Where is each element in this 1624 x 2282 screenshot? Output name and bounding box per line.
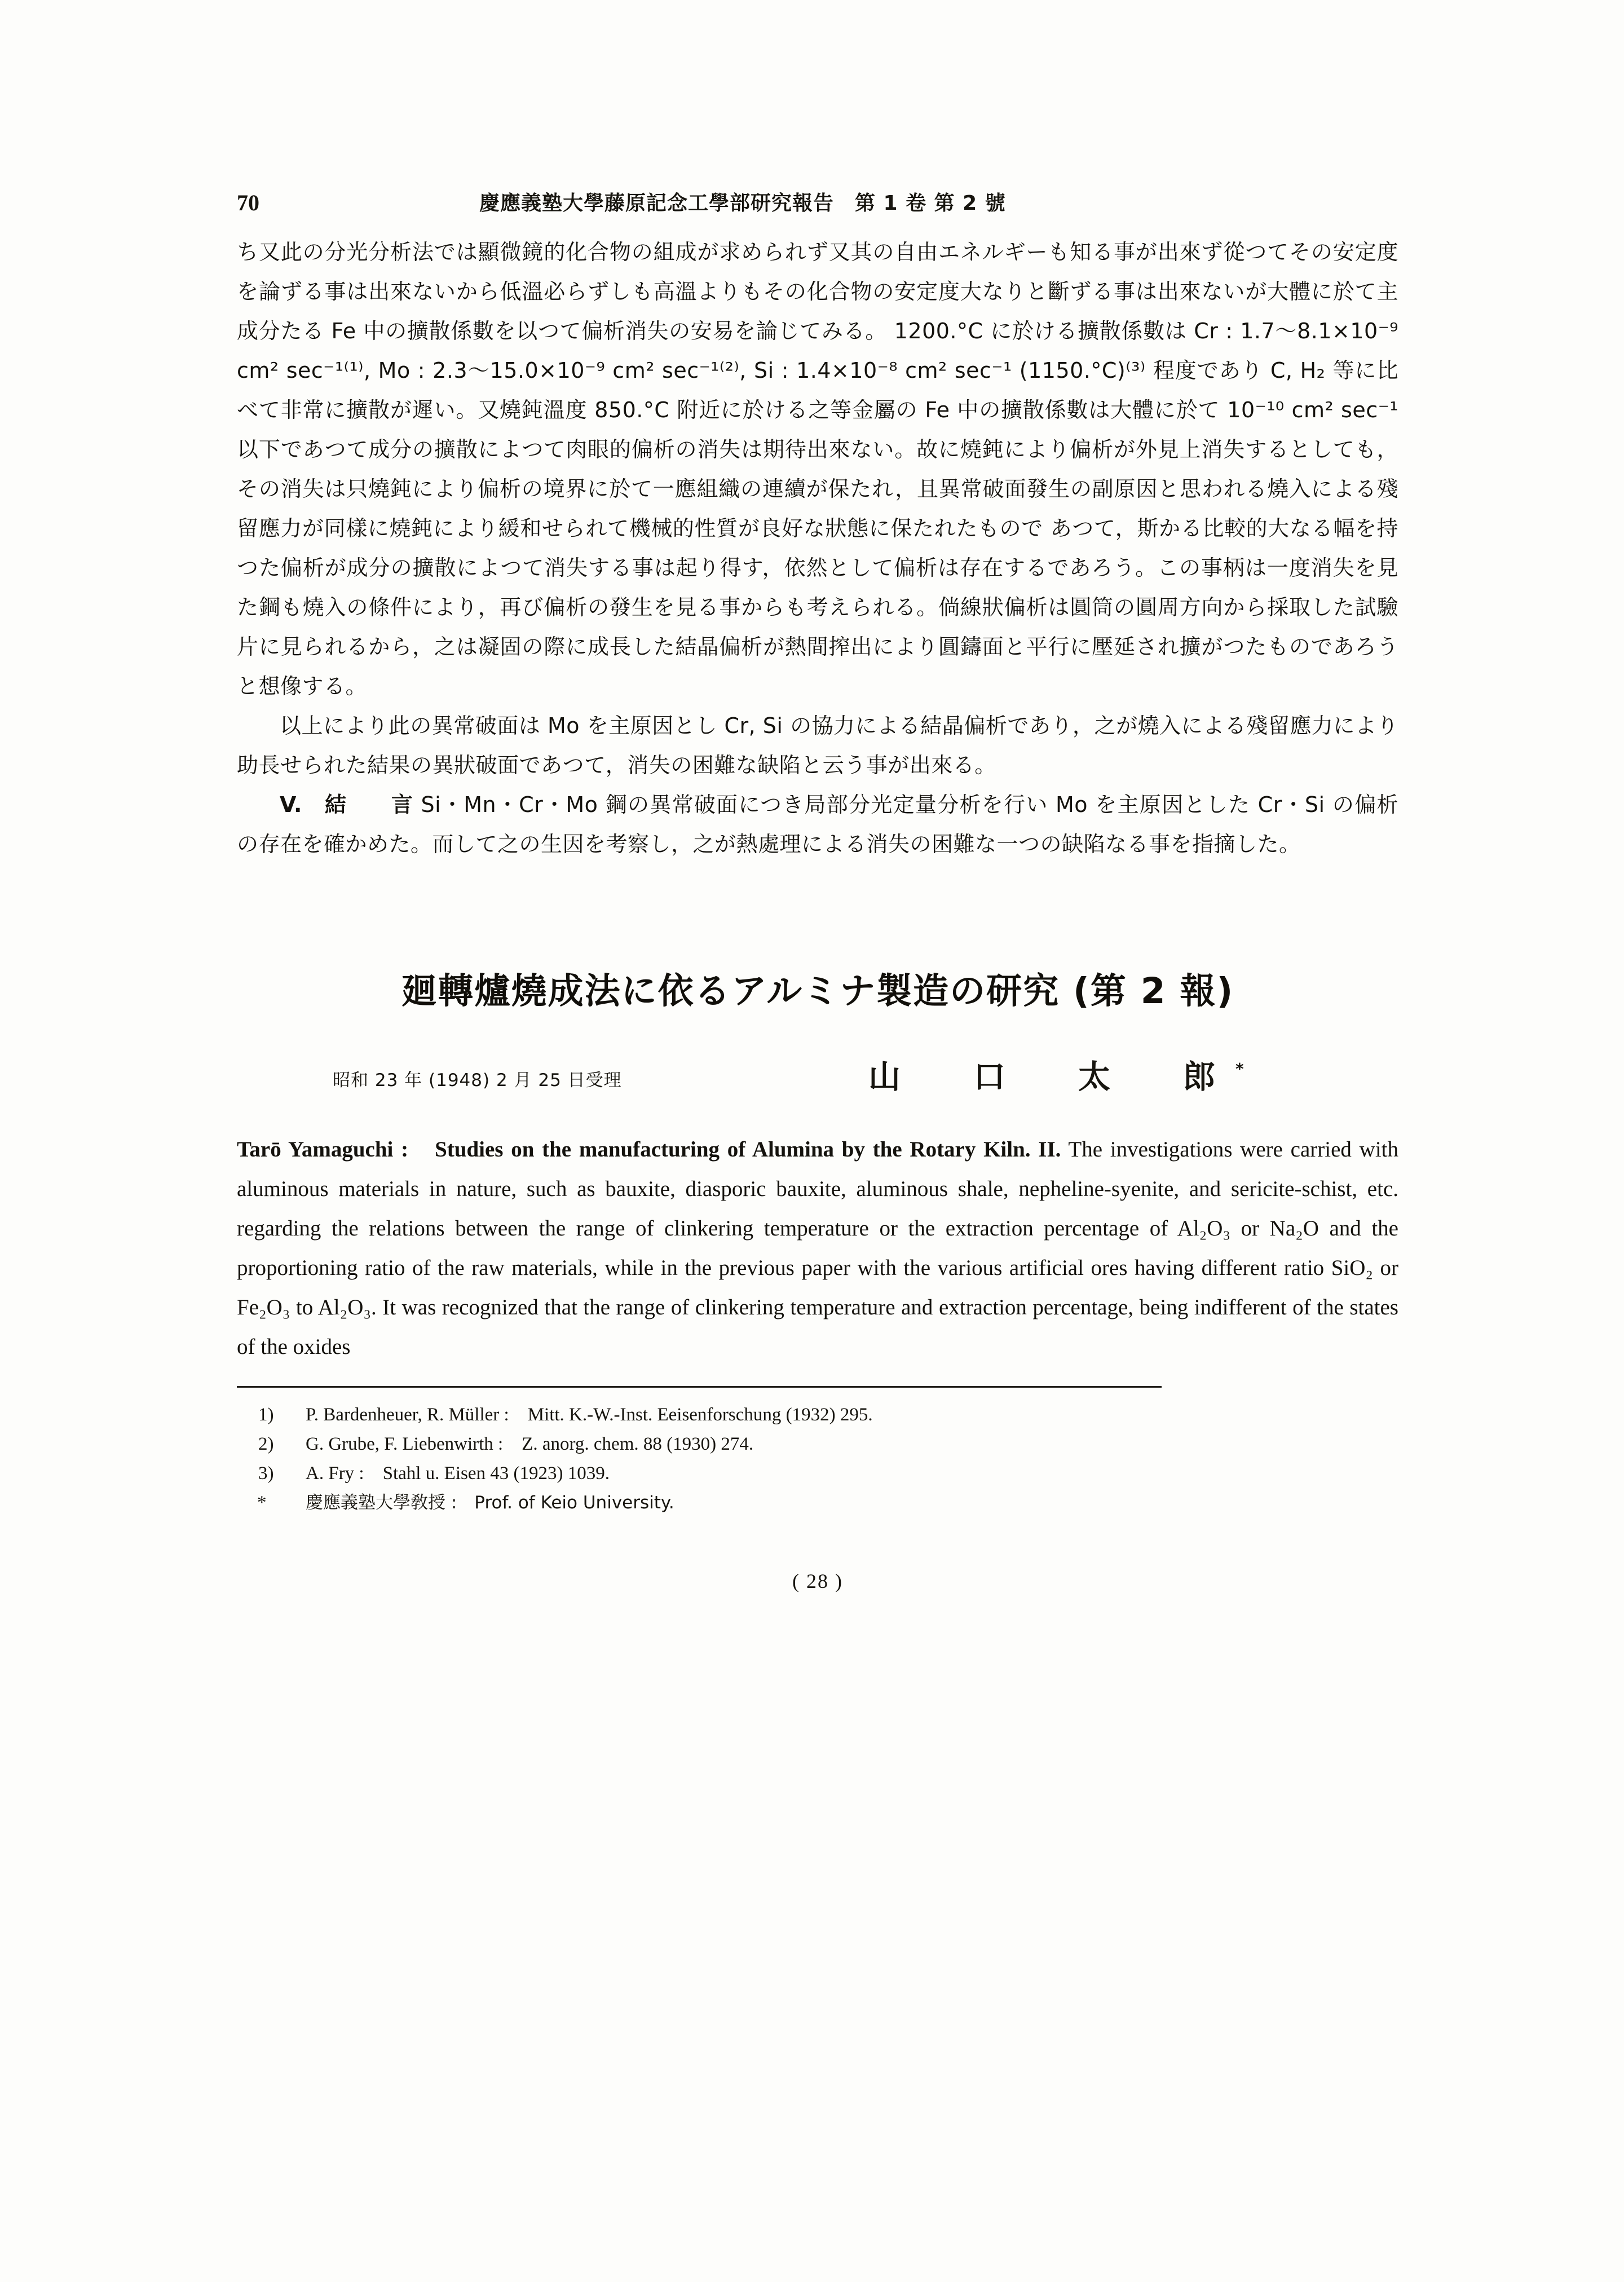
article-title: 廻轉爐燒成法に依るアルミナ製造の研究 (第 2 報) — [401, 970, 1234, 1012]
author-name-japanese — [868, 1051, 1244, 1097]
footnote-separator-rule — [237, 1386, 1162, 1388]
footnote-text: G. Grube, F. Liebenwirth : Z. anorg. chem. 88 (1930) 274. — [306, 1434, 754, 1454]
footnote-text: A. Fry : Stahl u. Eisen 43 (1923) 1039. — [306, 1463, 610, 1484]
page-content — [237, 186, 1398, 1593]
footnote-text: P. Bardenheuer, R. Müller : Mitt. K.-W.-Inst. Eeisenforschung (1932) 295. — [306, 1405, 873, 1425]
page-number: ( 28 ) — [792, 1570, 843, 1592]
english-abstract — [237, 1130, 1398, 1367]
body-paragraph-3 — [237, 785, 1398, 864]
running-head — [237, 186, 1398, 222]
footnote-item — [237, 1400, 1398, 1429]
received-date: 昭和 23 年 (1948) 2 月 25 日受理 — [333, 1070, 622, 1091]
footnote-item — [237, 1429, 1398, 1459]
footnote-marker: * — [257, 1493, 267, 1513]
section-heading-conclusion: V. 結 言 — [280, 792, 414, 817]
article-byline — [237, 1051, 1398, 1095]
footnote-marker: 2) — [258, 1434, 274, 1454]
footnote-item — [237, 1488, 1398, 1517]
abstract-lead: Tarō Yamaguchi : Studies on the manufacturing of Alumina by the Rotary Kiln. II. — [237, 1137, 1061, 1162]
author-name-text: 山 口 太 郎 — [868, 1058, 1235, 1096]
footnote-text: 慶應義塾大學敎授 : Prof. of Keio University. — [306, 1493, 674, 1513]
author-footnote-marker: * — [1235, 1060, 1244, 1078]
body-paragraph-1: ち又此の分光分析法では顯微鏡的化合物の組成が求められず又其の自由エネルギーも知る事が出來ず從つてその安定度を論ずる事は出來ないから低溫必らずしも高溫よりもその化合物の安定度大なりと斷ずる事は出來ないが大體に於て主成分たる Fe 中の擴散係數を以つて偏析消失の安易を論じてみる。 1200.°C に於ける擴散係數は Cr : 1.7〜8.1×10⁻⁹ cm² sec⁻¹⁽¹⁾, Mo : 2.3〜15.0×10⁻⁹ cm² sec⁻¹⁽²⁾, Si : 1.4×10⁻⁸ cm² sec⁻¹ (1150.°C)⁽³⁾ 程度であり C, H₂ 等に比べて非常に擴散が遲い。又燒鈍溫度 850.°C 附近に於ける之等金屬の Fe 中の擴散係數は大體に於て 10⁻¹⁰ cm² sec⁻¹ 以下であつて成分の擴散によつて肉眼的偏析の消失は期待出來ない。故に燒鈍により偏析が外見上消失するとしても，その消失は只燒鈍により偏析の境界に於て一應組織の連續が保たれ，且異常破面發生の副原因と思われる燒入による殘留應力が同樣に燒鈍により緩和せられて機械的性質が良好な狀態に保たれたもので あつて，斯かる比較的大なる幅を持つた偏析が成分の擴散によつて消失する事は起り得す，依然として偏析は存在するであろう。この事柄は一度消失を見た鋼も燒入の條件により，再び偏析の發生を見る事からも考えられる。倘線狀偏析は圓筒の圓周方向から採取した試驗片に見られるから，之は凝固の際に成長した結晶偏析が熱間搾出により圓鑄面と平行に壓延され擴がつたものであろうと想像する。 — [237, 240, 1398, 699]
footnote-marker: 3) — [258, 1463, 274, 1484]
section-conclusion-text: Si・Mn・Cr・Mo 鋼の異常破面につき局部分光定量分析を行い Mo を主原因とした Cr・Si の偏析の存在を確かめた。而して之の生因を考察し，之が熱處理による消失の困難な一つの缺陷なる事を指摘した。 — [237, 792, 1398, 857]
journal-title: 慶應義塾大學藤原記念工學部研究報告 第 1 卷 第 2 號 — [479, 192, 1006, 215]
footnote-marker: 1) — [258, 1405, 274, 1425]
footnote-list — [237, 1400, 1398, 1517]
abstract-body: The investigations were carried with aluminous materials in nature, such as bauxite, diasporic bauxite, aluminous shale, nepheline-syenite, and sericite-schist, etc. regarding the relations between the range of clinkering temperature or the extraction percentage of Al₂O₃ or Na₂O and the proportioning ratio of the raw materials, while in the previous paper with the various artificial ores having different ratio SiO₂ or Fe₂O₃ to Al₂O₃. It was recognized that the range of clinkering temperature and extraction percentage, being indifferent of the states of the oxides — [237, 1137, 1398, 1359]
page-folio-number: 70 — [237, 190, 259, 215]
body-paragraph-2: 以上により此の異常破面は Mo を主原因とし Cr, Si の協力による結晶偏析であり，之が燒入による殘留應力により助長せられた結果の異狀破面であつて，消失の困難な缺陷と云う事が出來る。 — [237, 713, 1398, 778]
footnote-item — [237, 1459, 1398, 1488]
japanese-body-text — [237, 232, 1398, 864]
